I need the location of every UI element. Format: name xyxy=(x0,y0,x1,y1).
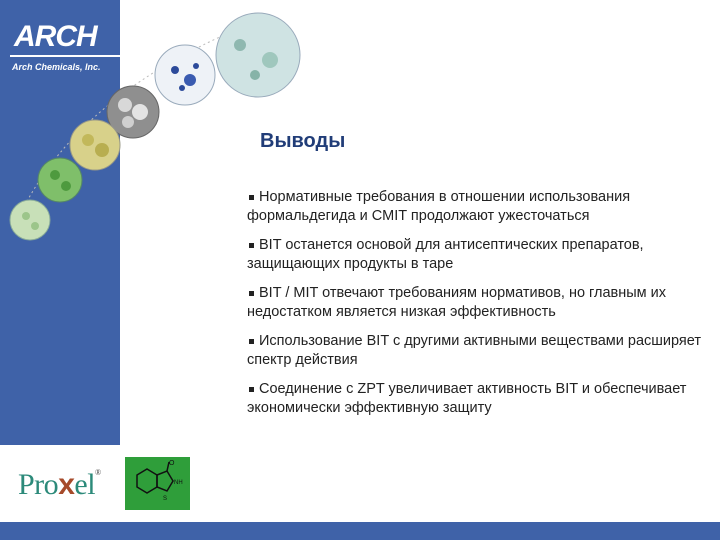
petri-dish-6 xyxy=(10,200,50,240)
bullet-square-icon xyxy=(249,291,254,296)
colony xyxy=(250,70,260,80)
bullet-item: Соединение с ZPT увеличивает активность BIT и обеспечивает экономически эффективную защиту xyxy=(247,381,687,416)
colony xyxy=(31,222,39,230)
bullet-square-icon xyxy=(249,339,254,344)
bullet-list xyxy=(247,188,707,428)
colony xyxy=(22,212,30,220)
colony xyxy=(122,116,134,128)
slide-title: Выводы xyxy=(260,130,346,152)
colony xyxy=(234,39,246,51)
petri-dish-2 xyxy=(155,45,215,105)
petri-dish-5 xyxy=(38,158,82,202)
colony xyxy=(50,170,60,180)
bullet-item: BIT / MIT отвечают требованиям нормативов, но главным их недостатком является низкая эффективность xyxy=(247,285,667,320)
colony xyxy=(179,85,185,91)
bullet-square-icon xyxy=(249,195,254,200)
colony xyxy=(171,66,179,74)
svg-text:O: O xyxy=(169,460,175,467)
colony xyxy=(262,52,278,68)
colony xyxy=(132,104,148,120)
proxel-logo: Proxel® xyxy=(18,468,101,501)
bullet-square-icon xyxy=(249,243,254,248)
bullet-item: Использование BIT с другими активными веществами расширяет спектр действия xyxy=(247,333,701,368)
colony xyxy=(95,143,109,157)
bit-molecule-icon xyxy=(125,457,190,510)
arch-logo-subtitle: Arch Chemicals, Inc. xyxy=(12,62,101,72)
colony xyxy=(193,63,199,69)
arch-logo: ARCH xyxy=(14,20,97,53)
petri-dish-1 xyxy=(216,13,300,97)
bullet-square-icon xyxy=(249,387,254,392)
colony xyxy=(82,134,94,146)
colony xyxy=(118,98,132,112)
svg-text:NH: NH xyxy=(174,480,183,486)
petri-dish-4 xyxy=(70,120,120,170)
colony xyxy=(184,74,196,86)
svg-text:S: S xyxy=(163,496,168,502)
bullet-item: Нормативные требования в отношении использования формальдегида и CMIT продолжают ужесточаться xyxy=(247,189,631,224)
colony xyxy=(61,181,71,191)
bullet-item: BIT останется основой для антисептических препаратов, защищающих продукты в таре xyxy=(247,237,644,272)
molecule-structure xyxy=(125,457,190,510)
